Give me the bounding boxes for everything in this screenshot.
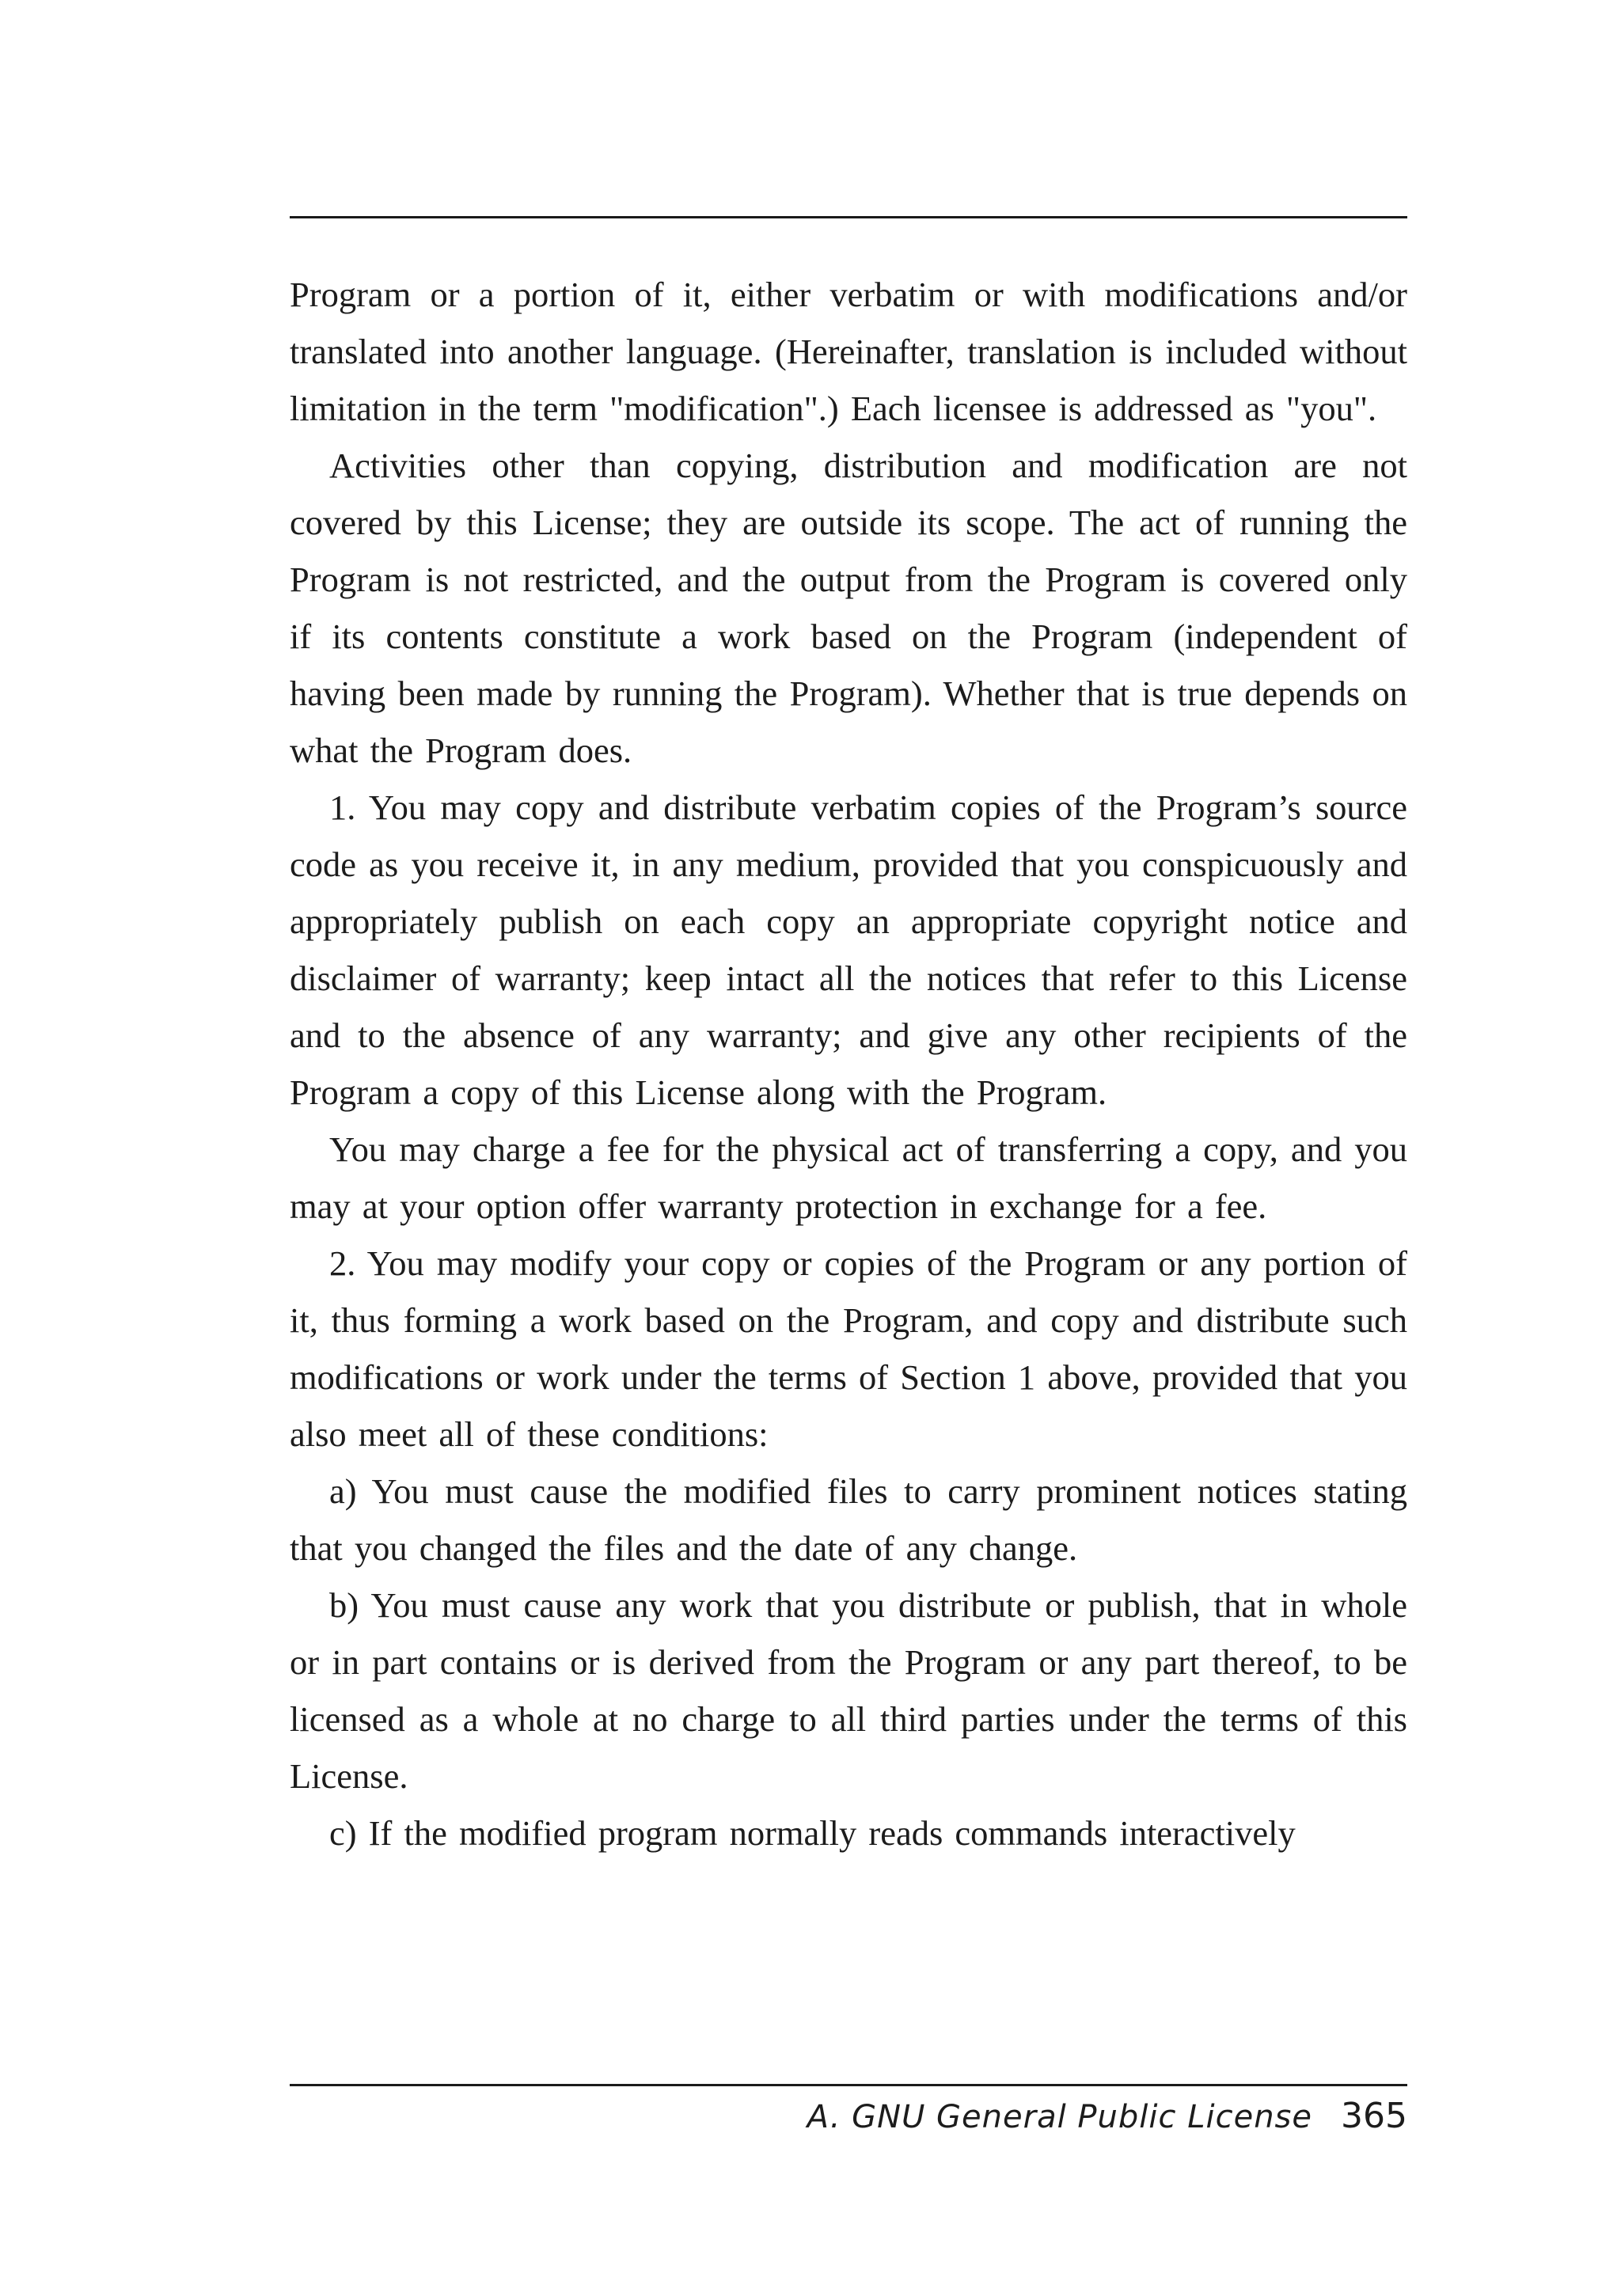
footer-rule bbox=[290, 2084, 1407, 2086]
body-text bbox=[290, 266, 1407, 1861]
paragraph-section-1: 1. You may copy and distribute verbatim copies of the Program’s source code as you receive it, in any medium, provided that you conspicuously and appropriately publish on each copy an appropriate copyright notice and disclaimer of warranty; keep intact all the notices that refer to this License and to the absence of any warranty; and give any other recipients of the Program a copy of this License along with the Program. bbox=[290, 787, 1407, 1112]
header-rule bbox=[290, 216, 1407, 218]
footer-title: A. GNU General Public License bbox=[807, 2099, 1313, 2135]
running-footer bbox=[807, 2096, 1407, 2136]
page-number: 365 bbox=[1341, 2096, 1407, 2136]
paragraph-fee: You may charge a fee for the physical act of transferring a copy, and you may at your option offer warranty protection in exchange for a fee. bbox=[290, 1129, 1407, 1226]
paragraph-condition-c: c) If the modified program normally reads commands interactively bbox=[329, 1813, 1296, 1853]
paragraph-continued-definition: Program or a portion of it, either verbatim or with modifications and/or translated into another language. (Hereinafter, translation is included without limitation in the term "modification".) Each licensee is addressed as "you". bbox=[290, 275, 1407, 428]
paragraph-condition-b: b) You must cause any work that you distribute or publish, that in whole or in part contains or is derived from the Program or any part thereof, to be licensed as a whole at no charge to all third parties under the terms of this License. bbox=[290, 1585, 1407, 1796]
paragraph-section-2: 2. You may modify your copy or copies of the Program or any portion of it, thus forming a work based on the Program, and copy and distribute such modifications or work under the terms of Section 1 above, provided that you also meet all of these conditions: bbox=[290, 1243, 1407, 1454]
paragraph-condition-a: a) You must cause the modified files to carry prominent notices stating that you changed the files and the date of any change. bbox=[290, 1471, 1407, 1568]
paragraph-activities-scope: Activities other than copying, distribution and modification are not covered by this License; they are outside its scope. The act of running the Program is not restricted, and the output from the Program is covered only if its contents constitute a work based on the Program (independent of having been made by running the Program). Whether that is true depends on what the Program does. bbox=[290, 446, 1407, 770]
